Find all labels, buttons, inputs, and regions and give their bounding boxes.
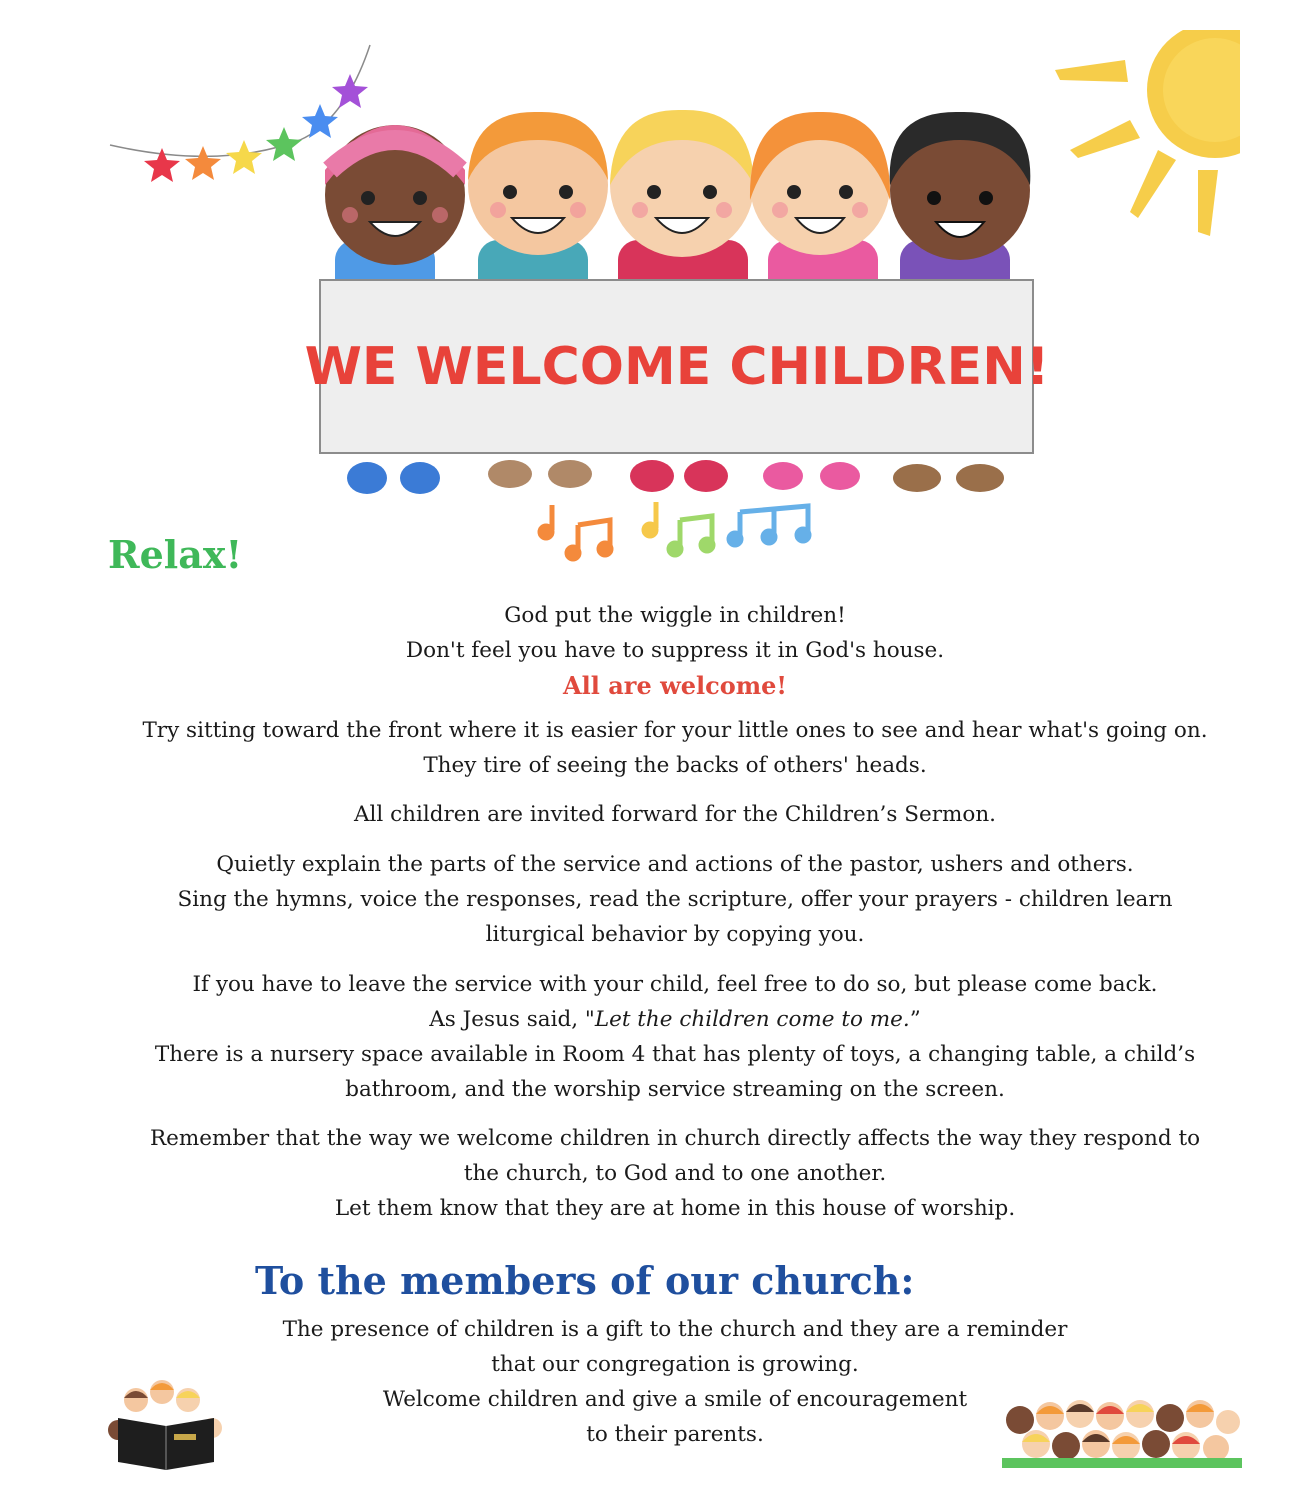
members-line: The presence of children is a gift to the church and they are a reminder (282, 1317, 1068, 1342)
tip-line: Remember that the way we welcome children in church directly affects the way they respond to (149, 1126, 1201, 1151)
tip-paragraph-front-seating (60, 713, 1290, 783)
tip-line: bathroom, and the worship service streaming on the screen. (345, 1077, 1005, 1102)
tip-line: Quietly explain the parts of the service and actions of the pastor, ushers and others. (216, 852, 1134, 877)
tip-line: They tire of seeing the backs of others' heads. (423, 753, 927, 778)
tip-line-quote (60, 1002, 1290, 1037)
jesus-quote: Let the children come to me. (594, 1007, 910, 1032)
members-line: Welcome children and give a smile of encouragement (382, 1387, 968, 1412)
quote-suffix: ” (909, 1007, 921, 1032)
intro-line: God put the wiggle in children! (504, 603, 846, 628)
tip-line: Sing the hymns, voice the responses, read the scripture, offer your prayers - children learn (177, 887, 1173, 912)
members-heading: To the members of our church: (255, 1258, 915, 1303)
tip-line: the church, to God and to one another. (463, 1161, 887, 1186)
tip-line: liturgical behavior by copying you. (485, 922, 865, 947)
shoes-icon (347, 460, 1004, 494)
tip-paragraph-sermon (60, 797, 1290, 832)
relax-heading: Relax! (108, 532, 243, 577)
banner-title: WE WELCOME CHILDREN! (304, 337, 1050, 397)
children-crowd-icon (1002, 1388, 1242, 1468)
kids-reading-bible-icon (104, 1378, 228, 1470)
relax-intro (60, 598, 1290, 703)
tip-line: Let them know that they are at home in this house of worship. (334, 1196, 1016, 1221)
tip-line: All children are invited forward for the Children’s Sermon. (354, 802, 996, 827)
all-welcome-text: All are welcome! (563, 671, 787, 700)
tip-paragraph-remember (60, 1121, 1290, 1226)
tip-paragraph-explain (60, 847, 1290, 952)
quote-prefix: As Jesus said, " (429, 1007, 595, 1032)
tip-line: If you have to leave the service with your child, feel free to do so, but please come back. (192, 972, 1158, 997)
tip-line: Try sitting toward the front where it is easier for your little ones to see and hear what's going on. (142, 718, 1208, 743)
members-line: that our congregation is growing. (491, 1352, 859, 1377)
music-notes-icon (540, 502, 809, 559)
tip-line: There is a nursery space available in Room 4 that has plenty of toys, a changing table, a child’s (154, 1042, 1196, 1067)
intro-line: Don't feel you have to suppress it in God's house. (405, 638, 945, 663)
children-group-icon (325, 110, 1030, 300)
members-line: to their parents. (586, 1422, 764, 1447)
sun-icon (1055, 30, 1250, 236)
tip-paragraph-leave (60, 967, 1290, 1107)
